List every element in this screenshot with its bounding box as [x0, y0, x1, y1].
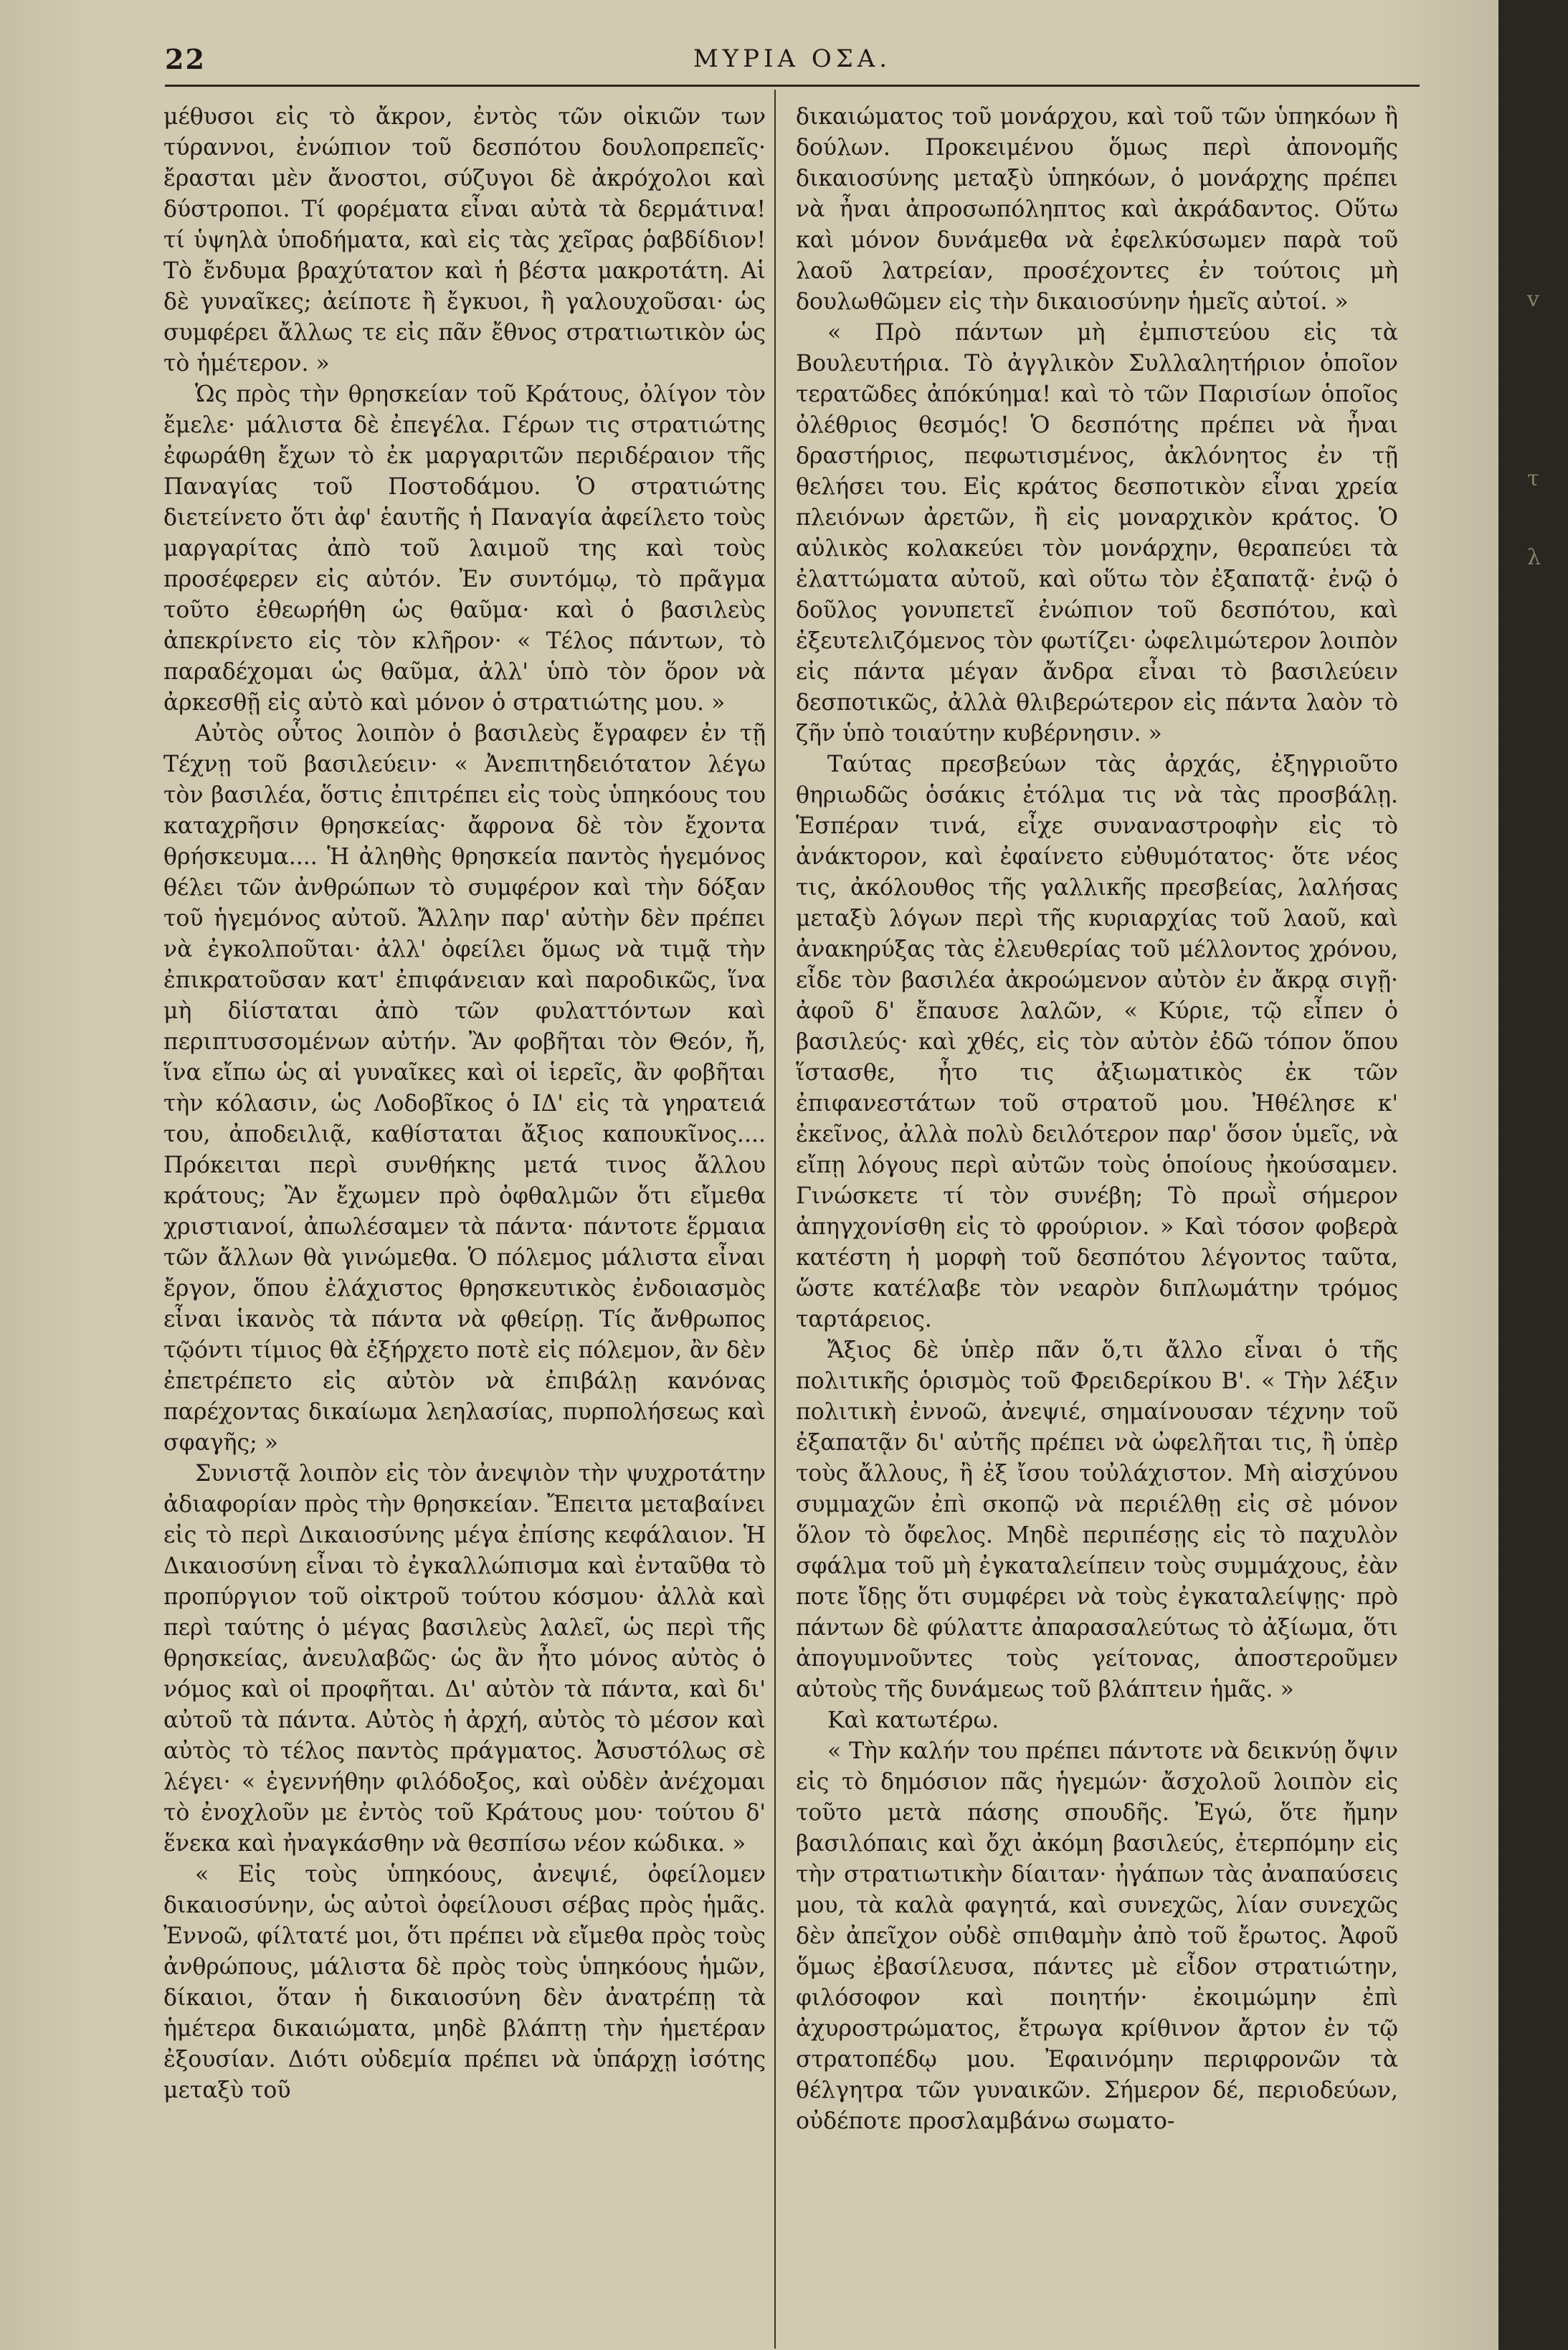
- paragraph: « Τὴν καλήν του πρέπει πάντοτε νὰ δεικνύῃ ὄψιν εἰς τὸ δημόσιον πᾶς ἡγεμών· ἄσχολοῦ λοιπὸν εἰς τοῦτο μετὰ πάσης σπουδῆς. Ἐγώ, ὅτε ἤμην βασιλόπαις καὶ ὄχι ἀκόμη βασιλεύς, ἐτερπόμην εἰς τὴν στρατιωτικὴν δίαιταν· ἠγάπων τὰς ἀναπαύσεις μου, τὰ καλὰ φαγητά, καὶ συνεχῶς, λίαν συνεχῶς δὲν ἀπεῖχον οὐδὲ σπιθαμὴν ἀπὸ τοῦ ἔρωτος. Ἀφοῦ ὅμως ἐβασίλευσα, πάντες μὲ εἶδον στρατιώτην, φιλόσοφον καὶ ποιητήν· ἐκοιμώμην ἐπὶ ἀχυροστρώματος, ἔτρωγα κρίθινον ἄρτον ἐν τῷ στρατοπέδῳ μου. Ἐφαινόμην περιφρονῶν τὰ θέλγητρα τῶν γυναικῶν. Σήμερον δέ, περιοδεύων, οὐδέποτε προσλαμβάνω σωματο-: [796, 1738, 1398, 2134]
- page-header: [165, 43, 1420, 86]
- paragraph: « Πρὸ πάντων μὴ ἐμπιστεύου εἰς τὰ Βουλευτήρια. Τὸ ἀγγλικὸν Συλλαλητήριον ὁποῖον τερατῶδες ἀπόκύημα! καὶ τὸ τῶν Παρισίων ὁποῖος ὀλέθριος θεσμός! Ὁ δεσπότης πρέπει νὰ ἦναι δραστήριος, πεφωτισμένος, ἀκλόνητος ἐν τῇ θελήσει του. Εἰς κράτος δεσποτικὸν εἶναι χρεία πλειόνων ἀρετῶν, ἢ εἰς μοναρχικὸν κράτος. Ὁ αὐλικὸς κολακεύει τὸν μονάρχην, θεραπεύει τὰ ἐλαττώματα αὐτοῦ, καὶ οὕτω τὸν ἐξαπατᾷ· ἐνῷ ὁ δοῦλος γονυπετεῖ ἐνώπιον τοῦ δεσπότου, καὶ ἐξευτελιζόμενος τὸν φωτίζει· ὠφελιμώτερον λοιπὸν εἰς πάντα μέγαν ἄνδρα εἶναι τὸ βασιλεύειν δεσποτικῶς, ἀλλὰ θλιβερώτερον εἰς πάντα λαὸν τὸ ζῆν ὑπὸ τοιαύτην κυβέρνησιν. »: [796, 320, 1398, 747]
- right-column: [796, 102, 1398, 2137]
- edge-glyph: v: [1527, 287, 1539, 312]
- running-title: ΜΥΡΙΑ ΟΣΑ.: [693, 44, 892, 73]
- paragraph: « Εἰς τοὺς ὑπηκόους, ἀνεψιέ, ὀφείλομεν δικαιοσύνην, ὡς αὐτοὶ ὀφείλουσι σέβας πρὸς ἡμᾶς. Ἐννοῶ, φίλτατέ μοι, ὅτι πρέπει νὰ εἴμεθα πρὸς τοὺς ἀνθρώπους, μάλιστα δὲ πρὸς τοὺς ὑπηκόους ἡμῶν, δίκαιοι, ὅταν ἡ δικαιοσύνη δὲν ἀνατρέπῃ τὰ ἡμέτερα δικαιώματα, μηδὲ βλάπτῃ τὴν ἡμετέραν ἐξουσίαν. Διότι οὐδεμία πρέπει νὰ ὑπάρχῃ ἰσότης μεταξὺ τοῦ: [163, 1862, 766, 2103]
- next-page-edge: [1498, 0, 1568, 2350]
- page-number: 22: [165, 43, 206, 75]
- paragraph: Ἄξιος δὲ ὑπὲρ πᾶν ὅ,τι ἄλλο εἶναι ὁ τῆς πολιτικῆς ὁρισμὸς τοῦ Φρειδερίκου Β'. « Τὴν λέξιν πολιτικὴ ἐννοῶ, ἀνεψιέ, σημαίνουσαν τέχνην τοῦ ἐξαπατᾷν δι' αὐτῆς πρέπει νὰ ὠφελῆται τις, ἢ ὑπὲρ τοὺς ἄλλους, ἢ ἐξ ἴσου τοὐλάχιστον. Μὴ αἰσχύνου συμμαχῶν ἐπὶ σκοπῷ νὰ περιέλθῃ εἰς σὲ μόνον ὅλον τὸ ὄφελος. Μηδὲ περιπέσῃς εἰς τὸ παχυλὸν σφάλμα τοῦ μὴ ἐγκαταλείπειν τοὺς συμμάχους, ἐὰν ποτε ἴδῃς ὅτι συμφέρει νὰ τοὺς ἐγκαταλείψῃς· πρὸ πάντων δὲ φύλαττε ἀπαρασαλεύτως τὸ ἀξίωμα, ὅτι ἀπογυμνοῦντες τοὺς γείτονας, ἀποστεροῦμεν αὐτοὺς τῆς δυνάμεως τοῦ βλάπτειν ἡμᾶς. »: [796, 1337, 1398, 1702]
- paragraph: Καὶ κατωτέρω.: [827, 1707, 999, 1733]
- column-divider: [774, 90, 776, 2349]
- paragraph: μέθυσοι εἰς τὸ ἄκρον, ἐντὸς τῶν οἰκιῶν των τύραννοι, ἐνώπιον τοῦ δεσπότου δουλοπρεπεῖς· ἔρασται μὲν ἄνοστοι, σύζυγοι δὲ ἀκρόχολοι καὶ δύστροποι. Τί φορέματα εἶναι αὐτὰ τὰ δερμάτινα! τί ὑψηλὰ ὑποδήματα, καὶ εἰς τὰς χεῖρας ῥαβδίδιον! Τὸ ἔνδυμα βραχύτατον καὶ ἡ βέστα μακροτάτη. Αἱ δὲ γυναῖκες; ἀείποτε ἢ ἔγκυοι, ἢ γαλουχοῦσαι· ὡς συμφέρει ἄλλως τε εἰς πᾶν ἔθνος στρατιωτικὸν ὡς τὸ ἡμέτερον. »: [163, 104, 766, 376]
- header-rule: [165, 85, 1420, 87]
- paragraph: Αὐτὸς οὗτος λοιπὸν ὁ βασιλεὺς ἔγραφεν ἐν τῇ Τέχνῃ τοῦ βασιλεύειν· « Ἀνεπιτηδειότατον λέγω τὸν βασιλέα, ὅστις ἐπιτρέπει εἰς τοὺς ὑπηκόους του καταχρῆσιν θρησκείας· ἄφρονα δὲ τὸν ἔχοντα θρήσκευμα.... Ἡ ἀληθὴς θρησκεία παντὸς ἡγεμόνος θέλει τῶν ἀνθρώπων τὸ συμφέρον καὶ τὴν δόξαν τοῦ ἡγεμόνος αὐτοῦ. Ἄλλην παρ' αὐτὴν δὲν πρέπει νὰ ἐγκολποῦται· ἀλλ' ὀφείλει ὅμως νὰ τιμᾷ τὴν ἐπικρατοῦσαν κατ' ἐπιφάνειαν καὶ παροδικῶς, ἵνα μὴ δἰίσταται ἀπὸ τῶν φυλαττόντων καὶ περιπτυσσομένων αὐτήν. Ἂν φοβῆται τὸν Θεόν, ἤ, ἵνα εἴπω ὡς αἱ γυναῖκες καὶ οἱ ἱερεῖς, ἂν φοβῆται τὴν κόλασιν, ὡς Λοδοβῖκος ὁ ΙΔ' εἰς τὰ γηρατειά του, ἀποδειλιᾷ, καθίσταται ἄξιος καπουκῖνος.... Πρόκειται περὶ συνθήκης μετά τινος ἄλλου κράτους; Ἂν ἔχωμεν πρὸ ὀφθαλμῶν ὅτι εἴμεθα χριστιανοί, ἀπωλέσαμεν τὰ πάντα· πάντοτε ἕρμαια τῶν ἄλλων θὰ γινώμεθα. Ὁ πόλεμος μάλιστα εἶναι ἔργον, ὅπου ἐλάχιστος θρησκευτικὸς ἐνδοιασμὸς εἶναι ἱκανὸς τὰ πάντα νὰ φθείρῃ. Τίς ἄνθρωπος τῷόντι τίμιος θὰ ἐξήρχετο ποτὲ εἰς πόλεμον, ἂν δὲν ἐπετρέπετο εἰς αὐτὸν νὰ ἐπιβάλῃ κανόνας παρέχοντας δικαίωμα λεηλασίας, πυρπολήσεως καὶ σφαγῆς; »: [163, 721, 766, 1456]
- paragraph: Συνιστᾷ λοιπὸν εἰς τὸν ἀνεψιὸν τὴν ψυχροτάτην ἀδιαφορίαν πρὸς τὴν θρησκείαν. Ἔπειτα μεταβαίνει εἰς τὸ περὶ Δικαιοσύνης μέγα ἐπίσης κεφάλαιον. Ἡ Δικαιοσύνη εἶναι τὸ ἐγκαλλώπισμα καὶ ἐνταῦθα τὸ προπύργιον τοῦ οἰκτροῦ τούτου κόσμου· ἀλλὰ καὶ περὶ ταύτης ὁ μέγας βασιλεὺς λαλεῖ, ὡς περὶ τῆς θρησκείας, ἀνευλαβῶς· ὡς ἂν ἦτο μόνος αὐτὸς ὁ νόμος καὶ οἱ προφῆται. Δι' αὐτὸν τὰ πάντα, καὶ δι' αὐτοῦ τὰ πάντα. Αὐτὸς ἡ ἀρχή, αὐτὸς τὸ μέσον καὶ αὐτὸς τὸ τέλος παντὸς πράγματος. Ἀσυστόλως σὲ λέγει· « ἐγεννήθην φιλόδοξος, καὶ οὐδὲν ἀνέχομαι τὸ ἐνοχλοῦν με ἐντὸς τοῦ Κράτους μου· τούτου δ' ἕνεκα καὶ ἠναγκάσθην νὰ θεσπίσω νέον κώδικα. »: [163, 1461, 766, 1857]
- paragraph: Ὡς πρὸς τὴν θρησκείαν τοῦ Κράτους, ὀλίγον τὸν ἔμελε· μάλιστα δὲ ἐπεγέλα. Γέρων τις στρατιώτης ἐφωράθη ἔχων τὸ ἐκ μαργαριτῶν περιδέραιον τῆς Παναγίας τοῦ Ποστοδάμου. Ὁ στρατιώτης διετείνετο ὅτι ἀφ' ἑαυτῆς ἡ Παναγία ἀφείλετο τοὺς μαργαρίτας ἀπὸ τοῦ λαιμοῦ της καὶ τοὺς προσέφερεν εἰς αὐτόν. Ἐν συντόμῳ, τὸ πρᾶγμα τοῦτο ἐθεωρήθη ὡς θαῦμα· καὶ ὁ βασιλεὺς ἀπεκρίνετο εἰς τὸν κλῆρον· « Τέλος πάντων, τὸ παραδέχομαι ὡς θαῦμα, ἀλλ' ὑπὸ τὸν ὅρον νὰ ἀρκεσθῇ εἰς αὐτὸ καὶ μόνον ὁ στρατιώτης μου. »: [163, 382, 766, 716]
- paragraph: Ταύτας πρεσβεύων τὰς ἀρχάς, ἐξηγριοῦτο θηριωδῶς ὁσάκις ἐτόλμα τις νὰ τὰς προσβάλῃ. Ἑσπέραν τινά, εἶχε συναναστροφὴν εἰς τὸ ἀνάκτορον, καὶ ἐφαίνετο εὐθυμότατος· ὅτε νέος τις, ἀκόλουθος τῆς γαλλικῆς πρεσβείας, λαλήσας μεταξὺ λόγων περὶ τῆς κυριαρχίας τοῦ λαοῦ, καὶ ἀνακηρύξας τὰς ἐλευθερίας τοῦ μέλλοντος χρόνου, εἶδε τὸν βασιλέα ἀκροώμενον αὐτὸν ἐν ἄκρᾳ σιγῇ· ἀφοῦ δ' ἔπαυσε λαλῶν, « Κύριε, τῷ εἶπεν ὁ βασιλεύς· καὶ χθές, εἰς τὸν αὐτὸν ἐδῶ τόπον ὅπου ἵστασθε, ἦτο τις ἀξιωματικὸς ἐκ τῶν ἐπιφανεστάτων τοῦ στρατοῦ μου. Ἠθέλησε κ' ἐκεῖνος, ἀλλὰ πολὺ δειλότερον παρ' ὅσον ὑμεῖς, νὰ εἴπῃ λόγους περὶ αὐτῶν τοὺς ὁποίους ἠκούσαμεν. Γινώσκετε τί τὸν συνέβη; Τὸ πρωῒ σήμερον ἀπηγχονίσθη εἰς τὸ φρούριον. » Καὶ τόσον φοβερὰ κατέστη ἡ μορφὴ τοῦ δεσπότου λέγοντος ταῦτα, ὥστε κατέλαβε τὸν νεαρὸν διπλωμάτην τρόμος ταρτάρειος.: [796, 752, 1398, 1332]
- edge-glyph: τ: [1527, 466, 1539, 491]
- edge-glyph: λ: [1527, 545, 1541, 570]
- paragraph: δικαιώματος τοῦ μονάρχου, καὶ τοῦ τῶν ὑπηκόων ἢ δούλων. Προκειμένου ὅμως περὶ ἀπονομῆς δικαιοσύνης μεταξὺ ὑπηκόων, ὁ μονάρχης πρέπει νὰ ἦναι ἀπροσωπόληπτος καὶ ἀκράδαντος. Οὕτω καὶ μόνον δυνάμεθα νὰ ἐφελκύσωμεν παρὰ τοῦ λαοῦ λατρείαν, προσέχοντες ἐν τούτοις μὴ δουλωθῶμεν εἰς τὴν δικαιοσύνην ἡμεῖς αὐτοί. »: [796, 104, 1398, 315]
- left-column: [163, 102, 766, 2106]
